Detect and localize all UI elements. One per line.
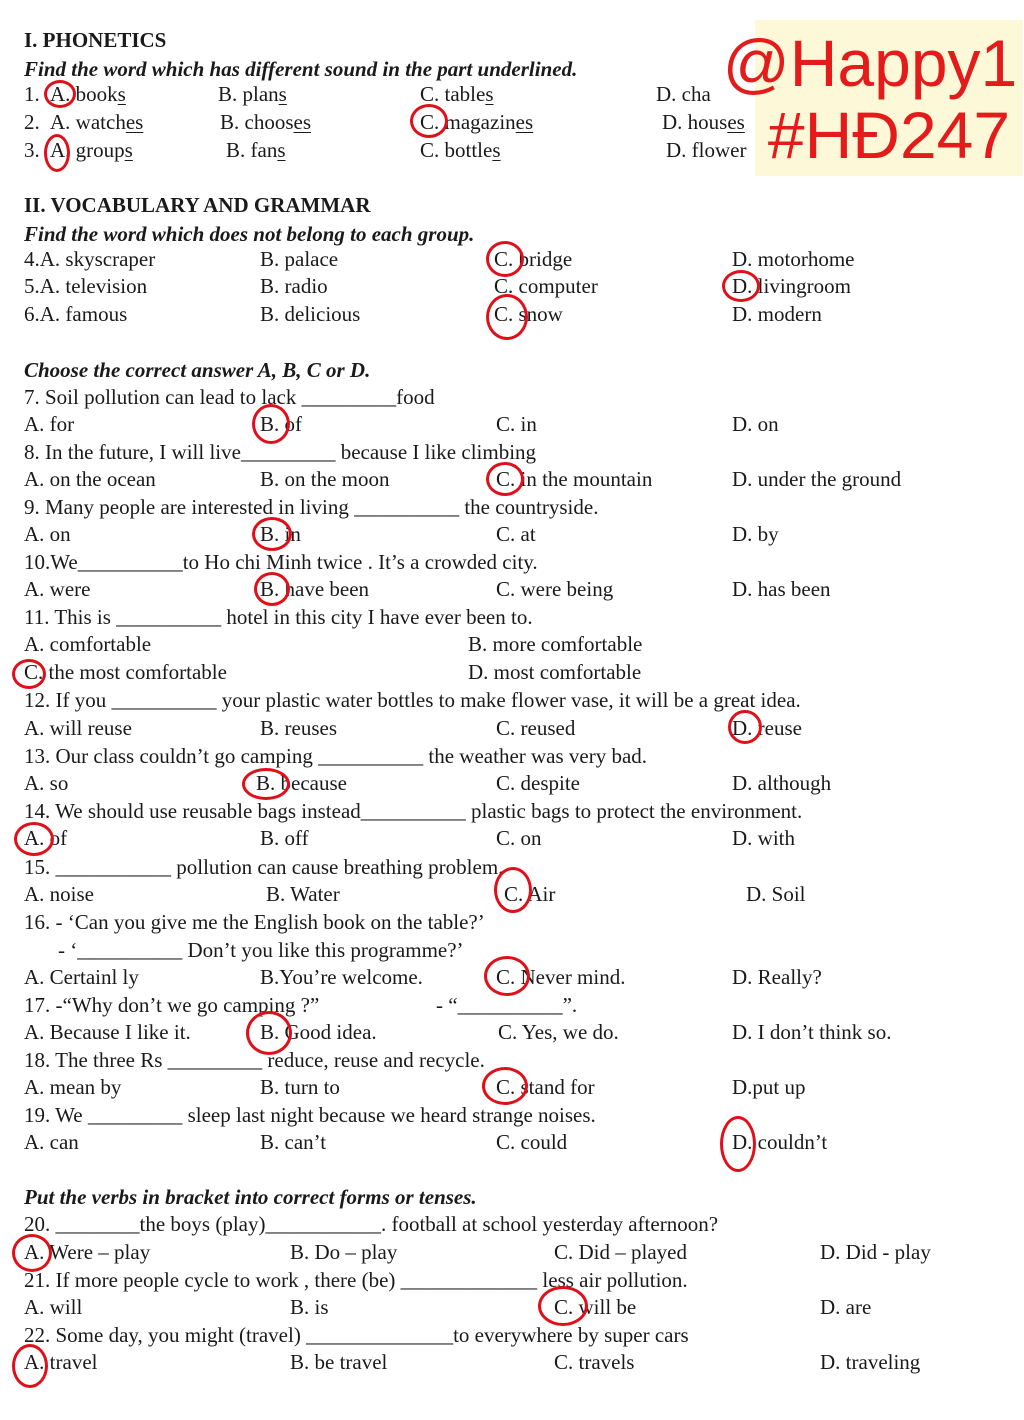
instruction-odd-one-out: Find the word which does not belong to each group. [24,222,475,246]
q16-option-c: C. Never mind. [496,965,626,989]
q6-option-c: C. snow [494,302,563,326]
q14-option-c: C. on [496,826,542,850]
q12-option-c: C. reused [496,716,576,740]
q11-option-c: C. the most comfortable [24,660,227,684]
q12-option-b: B. reuses [260,716,337,740]
q21-option-b: B. is [290,1295,329,1319]
q19-option-d: D. couldn’t [732,1130,828,1154]
q18-option-d: D.put up [732,1075,806,1099]
question-13-stem: 13. Our class couldn’t go camping __________ the weather was very bad. [24,744,648,768]
q8-option-d: D. under the ground [732,467,902,491]
q21-option-c: C. will be [554,1295,637,1319]
q8-option-b: B. on the moon [260,467,390,491]
q14-option-b: B. off [260,826,309,850]
q2-option-c: C. magazines [420,110,534,134]
q5-option-c: C. computer [494,274,598,298]
question-17-stem: 17. -“Why don’t we go camping ?” [24,993,320,1017]
q16-option-b: B.You’re welcome. [260,965,423,989]
q7-option-b: B. of [260,412,302,436]
answer-circle-q6 [486,294,528,340]
q3-option-a: A. groups [50,138,133,162]
answer-circle-q1 [44,80,76,108]
q7-option-a: A. for [24,412,75,436]
question-21-stem: 21. If more people cycle to work , there (be) _____________ less air pollution. [24,1268,688,1292]
q22-option-d: D. traveling [820,1350,921,1374]
q18-option-a: A. mean by [24,1075,122,1099]
q12-option-d: D. reuse [732,716,802,740]
q3-option-b: B. fans [226,138,286,162]
q21-option-a: A. will [24,1295,83,1319]
q16-option-a: A. Certainl ly [24,965,139,989]
answer-circle-q13 [242,768,290,800]
question-18-stem: 18. The three Rs _________ reduce, reuse and recycle. [24,1048,485,1072]
q9-option-b: B. in [260,522,301,546]
q10-option-b: B. have been [260,577,370,601]
answer-circle-q9 [252,517,292,551]
q15-option-b: B. Water [266,882,340,906]
q13-option-b: B. because [256,771,347,795]
q1-option-b: B. plans [218,82,287,106]
answer-circle-q22 [12,1344,48,1388]
q20-option-c: C. Did – played [554,1240,687,1264]
q11-option-d: D. most comfortable [468,660,642,684]
q4-option-d: D. motorhome [732,247,855,271]
answer-circle-q16 [484,956,530,996]
q17-option-b: B. Good idea. [260,1020,377,1044]
answer-circle-q15 [494,867,532,913]
q1-option-a: A. books [50,82,126,106]
answer-circle-q11 [12,659,46,689]
q7-option-c: C. in [496,412,537,436]
q4-option-b: B. palace [260,247,339,271]
answer-circle-q3 [44,134,70,172]
q17-option-c: C. Yes, we do. [498,1020,619,1044]
question-11-stem: 11. This is __________ hotel in this city I have ever been to. [24,605,533,629]
q3-option-c: C. bottles [420,138,501,162]
q1-option-c: C. tables [420,82,494,106]
instruction-verb-forms: Put the verbs in bracket into correct forms or tenses. [24,1185,477,1209]
question-9-stem: 9. Many people are interested in living __________ the countryside. [24,495,599,519]
answer-circle-q2 [410,104,448,138]
q9-option-d: D. by [732,522,779,546]
q13-option-c: C. despite [496,771,580,795]
question-20-stem: 20. ________the boys (play)___________. football at school yesterday afternoon? [24,1212,719,1236]
q18-option-b: B. turn to [260,1075,340,1099]
q4-option-a: 4.A. skyscraper [24,247,156,271]
q14-option-d: D. with [732,826,795,850]
answer-circle-q20 [12,1234,52,1272]
q22-option-b: B. be travel [290,1350,388,1374]
q2-option-a: A. watches [50,110,144,134]
watermark [722,20,1023,176]
question-2-number: 2. [24,110,40,134]
question-16-stem: 16. - ‘Can you give me the English book on the table?’ [24,910,485,934]
answer-circle-q21 [538,1286,588,1326]
q4-option-c: C. bridge [494,247,573,271]
question-1-number: 1. [24,82,40,106]
q10-option-d: D. has been [732,577,831,601]
q13-option-d: D. although [732,771,832,795]
q6-option-b: B. delicious [260,302,361,326]
question-8-stem: 8. In the future, I will live_________ because I like climbing [24,440,537,464]
q9-option-a: A. on [24,522,71,546]
answer-circle-q10 [254,572,290,606]
q20-option-a: A. Were – play [24,1240,151,1264]
watermark-hashtag: #HĐ247 [767,98,1011,172]
q5-option-b: B. radio [260,274,328,298]
answer-circle-q12 [728,710,762,744]
q16-option-d: D. Really? [732,965,822,989]
q19-option-a: A. can [24,1130,79,1154]
answer-circle-q4 [486,241,524,277]
q17-option-d: D. I don’t think so. [732,1020,892,1044]
answer-circle-q19 [720,1116,756,1172]
section-heading-vocabulary: II. VOCABULARY AND GRAMMAR [24,193,371,217]
q20-option-d: D. Did - play [820,1240,931,1264]
q15-option-a: A. noise [24,882,94,906]
answer-circle-q5 [722,270,760,302]
q15-option-d: D. Soil [746,882,806,906]
q20-option-b: B. Do – play [290,1240,398,1264]
q18-option-c: C. stand for [496,1075,595,1099]
q9-option-c: C. at [496,522,536,546]
question-12-stem: 12. If you __________ your plastic water bottles to make flower vase, it will be a great idea. [24,688,801,712]
watermark-handle: @Happy1 [722,26,1018,100]
question-3-number: 3. [24,138,40,162]
q2-option-d: D. houses [662,110,745,134]
q22-option-c: C. travels [554,1350,635,1374]
q17-option-a: A. Because I like it. [24,1020,191,1044]
q11-option-a: A. comfortable [24,632,152,656]
q19-option-b: B. can’t [260,1130,327,1154]
question-22-stem: 22. Some day, you might (travel) ______________to everywhere by super cars [24,1323,689,1347]
q22-option-a: A. travel [24,1350,98,1374]
q15-option-c: C. Air [504,882,556,906]
q6-option-d: D. modern [732,302,822,326]
question-14-stem: 14. We should use reusable bags instead__________ plastic bags to protect the environment. [24,799,803,823]
answer-circle-q8 [486,462,524,496]
q5-option-a: 5.A. television [24,274,148,298]
section-heading-phonetics: I. PHONETICS [24,28,167,52]
question-10-stem: 10.We__________to Ho chi Minh twice . It’s a crowded city. [24,550,538,574]
q14-option-a: A. of [24,826,68,850]
instruction-multiple-choice: Choose the correct answer A, B, C or D. [24,358,371,382]
q12-option-a: A. will reuse [24,716,132,740]
q19-option-c: C. could [496,1130,568,1154]
q11-option-b: B. more comfortable [468,632,643,656]
answer-circle-q14 [14,822,54,856]
q13-option-a: A. so [24,771,69,795]
q10-option-c: C. were being [496,577,614,601]
q8-option-a: A. on the ocean [24,467,156,491]
answer-circle-q18 [482,1067,528,1105]
question-15-stem: 15. ___________ pollution can cause breathing problem. [24,855,504,879]
q3-option-d: D. flower [666,138,747,162]
question-19-stem: 19. We _________ sleep last night because we heard strange noises. [24,1103,596,1127]
answer-circle-q17 [246,1011,292,1055]
question-16-reply: - ‘__________ Don’t you like this programme?’ [58,938,464,962]
question-17-reply: - “__________”. [436,993,578,1017]
instruction-phonetics: Find the word which has different sound in the part underlined. [24,57,578,81]
q6-option-a: 6.A. famous [24,302,128,326]
q21-option-d: D. are [820,1295,872,1319]
q5-option-d: D. livingroom [732,274,851,298]
question-7-stem: 7. Soil pollution can lead to lack _________food [24,385,435,409]
q2-option-b: B. chooses [220,110,312,134]
answer-circle-q7 [252,404,290,444]
q10-option-a: A. were [24,577,91,601]
q8-option-c: C. in the mountain [496,467,653,491]
q7-option-d: D. on [732,412,779,436]
q1-option-d: D. cha [656,82,711,106]
